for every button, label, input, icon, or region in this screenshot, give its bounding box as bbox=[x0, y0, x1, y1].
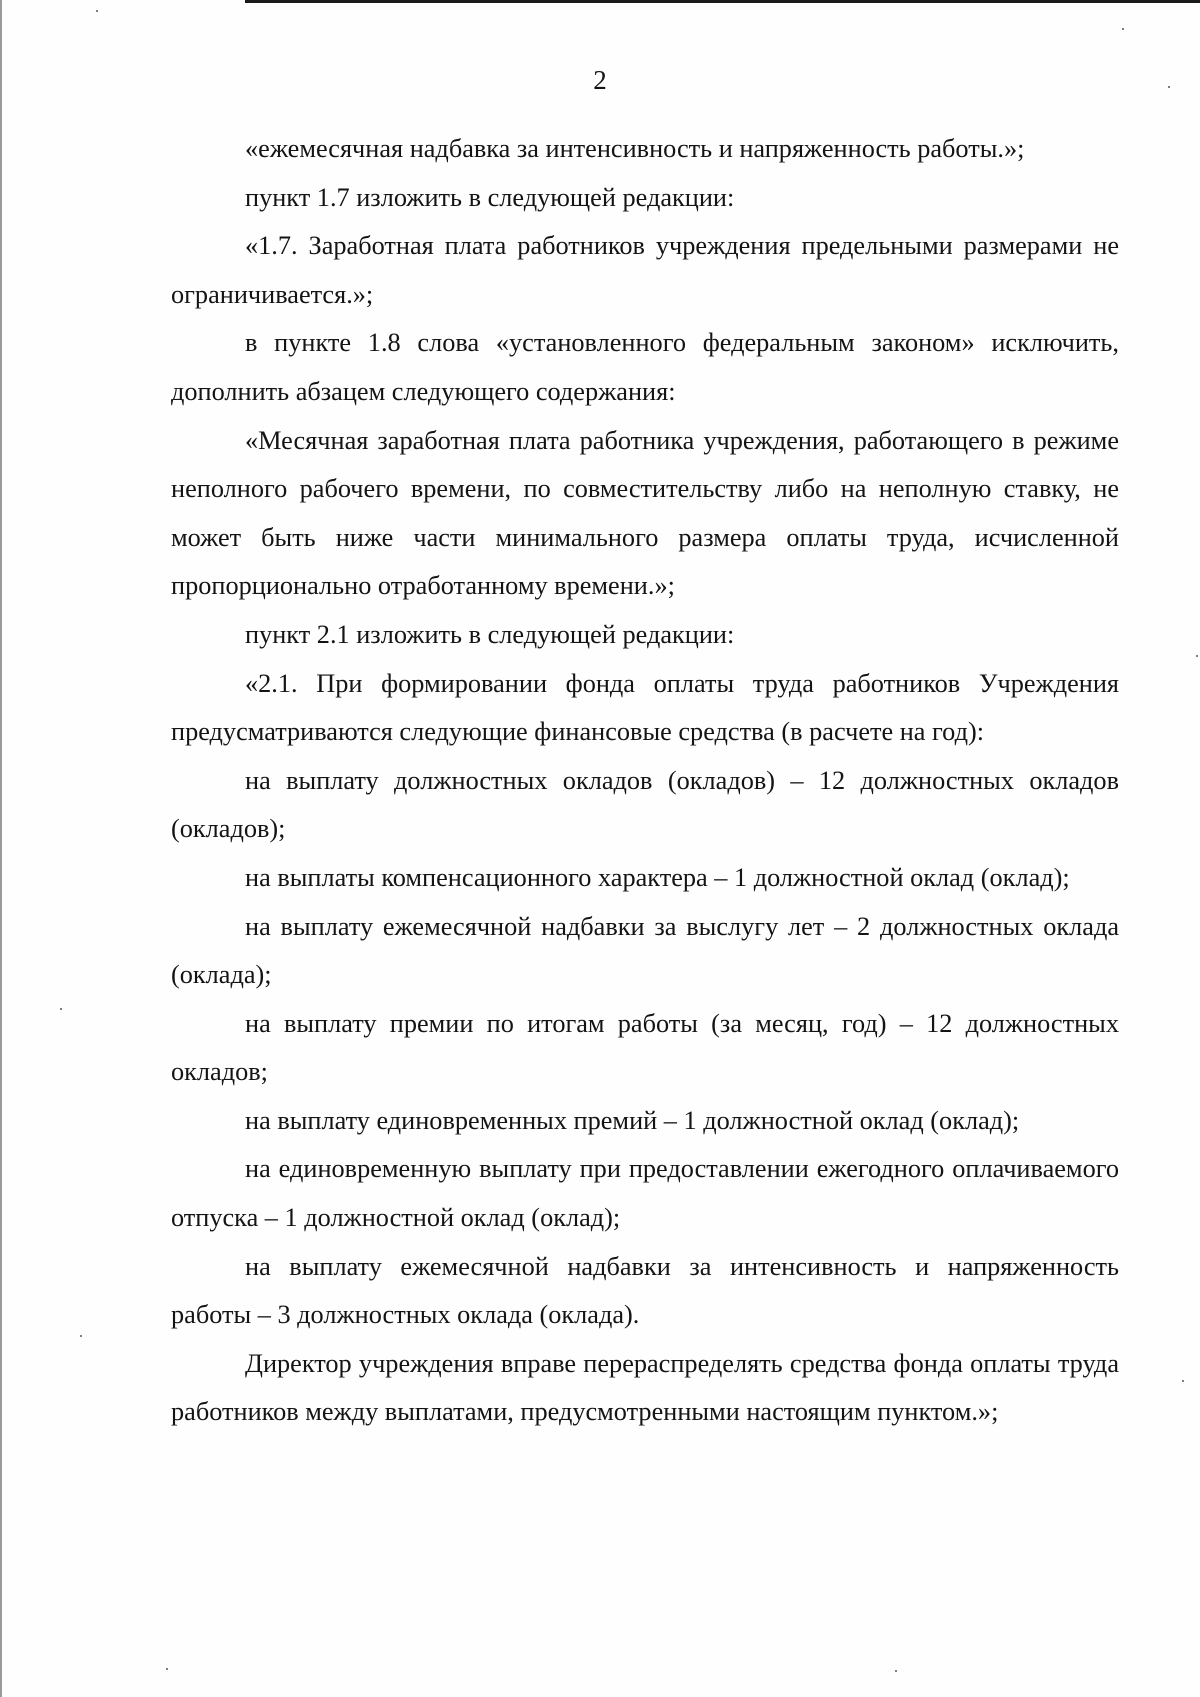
list-item-bonus: на выплату премии по итогам работы (за месяц, год) – 12 должностных окладов; bbox=[171, 1008, 1119, 1087]
scan-speck bbox=[96, 10, 98, 12]
paragraph-3: «1.7. Заработная плата работников учреждения предельными размерами не ограничивается.»; bbox=[171, 231, 1119, 309]
list-item-salaries: на выплату должностных окладов (окладов) – 12 должностных окладов (окладов); bbox=[171, 765, 1119, 844]
page-number: 2 bbox=[593, 65, 607, 95]
paragraph-7: «2.1. При формировании фонда оплаты труда работников Учреждения предусматриваются следующие финансовые средства (в расчете на год): bbox=[171, 668, 1119, 747]
paragraph-1: «ежемесячная надбавка за интенсивность и напряженность работы.»; bbox=[245, 134, 1025, 163]
list-item-vacation-payment: на единовременную выплату при предоставлении ежегодного оплачиваемого отпуска – 1 должностной оклад (оклад); bbox=[171, 1154, 1119, 1233]
paragraph-5: «Месячная заработная плата работника учреждения, работающего в режиме неполного рабочего времени, по совместительству либо на неполную ставку, не может быть ниже части минимального размера оплаты труда, исчисленной пропорционально отработанному времени.»; bbox=[171, 425, 1119, 601]
scan-speck bbox=[1122, 28, 1124, 30]
list-item-one-time-bonus: на выплату единовременных премий – 1 должностной оклад (оклад); bbox=[245, 1105, 1020, 1135]
scan-speck bbox=[895, 1670, 897, 1672]
paragraph-2: пункт 1.7 изложить в следующей редакции: bbox=[245, 182, 735, 212]
left-page-edge bbox=[0, 0, 2, 1697]
scan-speck bbox=[80, 1335, 82, 1337]
scan-speck bbox=[1168, 86, 1170, 88]
scan-speck bbox=[1182, 1380, 1184, 1382]
scan-speck bbox=[1196, 655, 1198, 657]
list-item-seniority: на выплату ежемесячной надбавки за выслугу лет – 2 должностных оклада (оклада); bbox=[171, 911, 1119, 990]
paragraph-4: в пункте 1.8 слова «установленного федеральным законом» исключить, дополнить абзацем следующего содержания: bbox=[171, 328, 1119, 406]
list-item-compensation: на выплаты компенсационного характера – 1 должностной оклад (оклад); bbox=[245, 862, 1070, 892]
document-body bbox=[171, 125, 1119, 1437]
scan-speck bbox=[166, 1668, 168, 1670]
paragraph-director: Директор учреждения вправе перераспределять средства фонда оплаты труда работников между выплатами, предусмотренными настоящим пунктом.»; bbox=[171, 1348, 1119, 1427]
paragraph-6: пункт 2.1 изложить в следующей редакции: bbox=[245, 619, 735, 649]
scan-speck bbox=[60, 1008, 62, 1010]
list-item-intensity-allowance: на выплату ежемесячной надбавки за интенсивность и напряженность работы – 3 должностных оклада (оклада). bbox=[171, 1251, 1119, 1330]
top-edge-rule bbox=[245, 0, 1200, 3]
